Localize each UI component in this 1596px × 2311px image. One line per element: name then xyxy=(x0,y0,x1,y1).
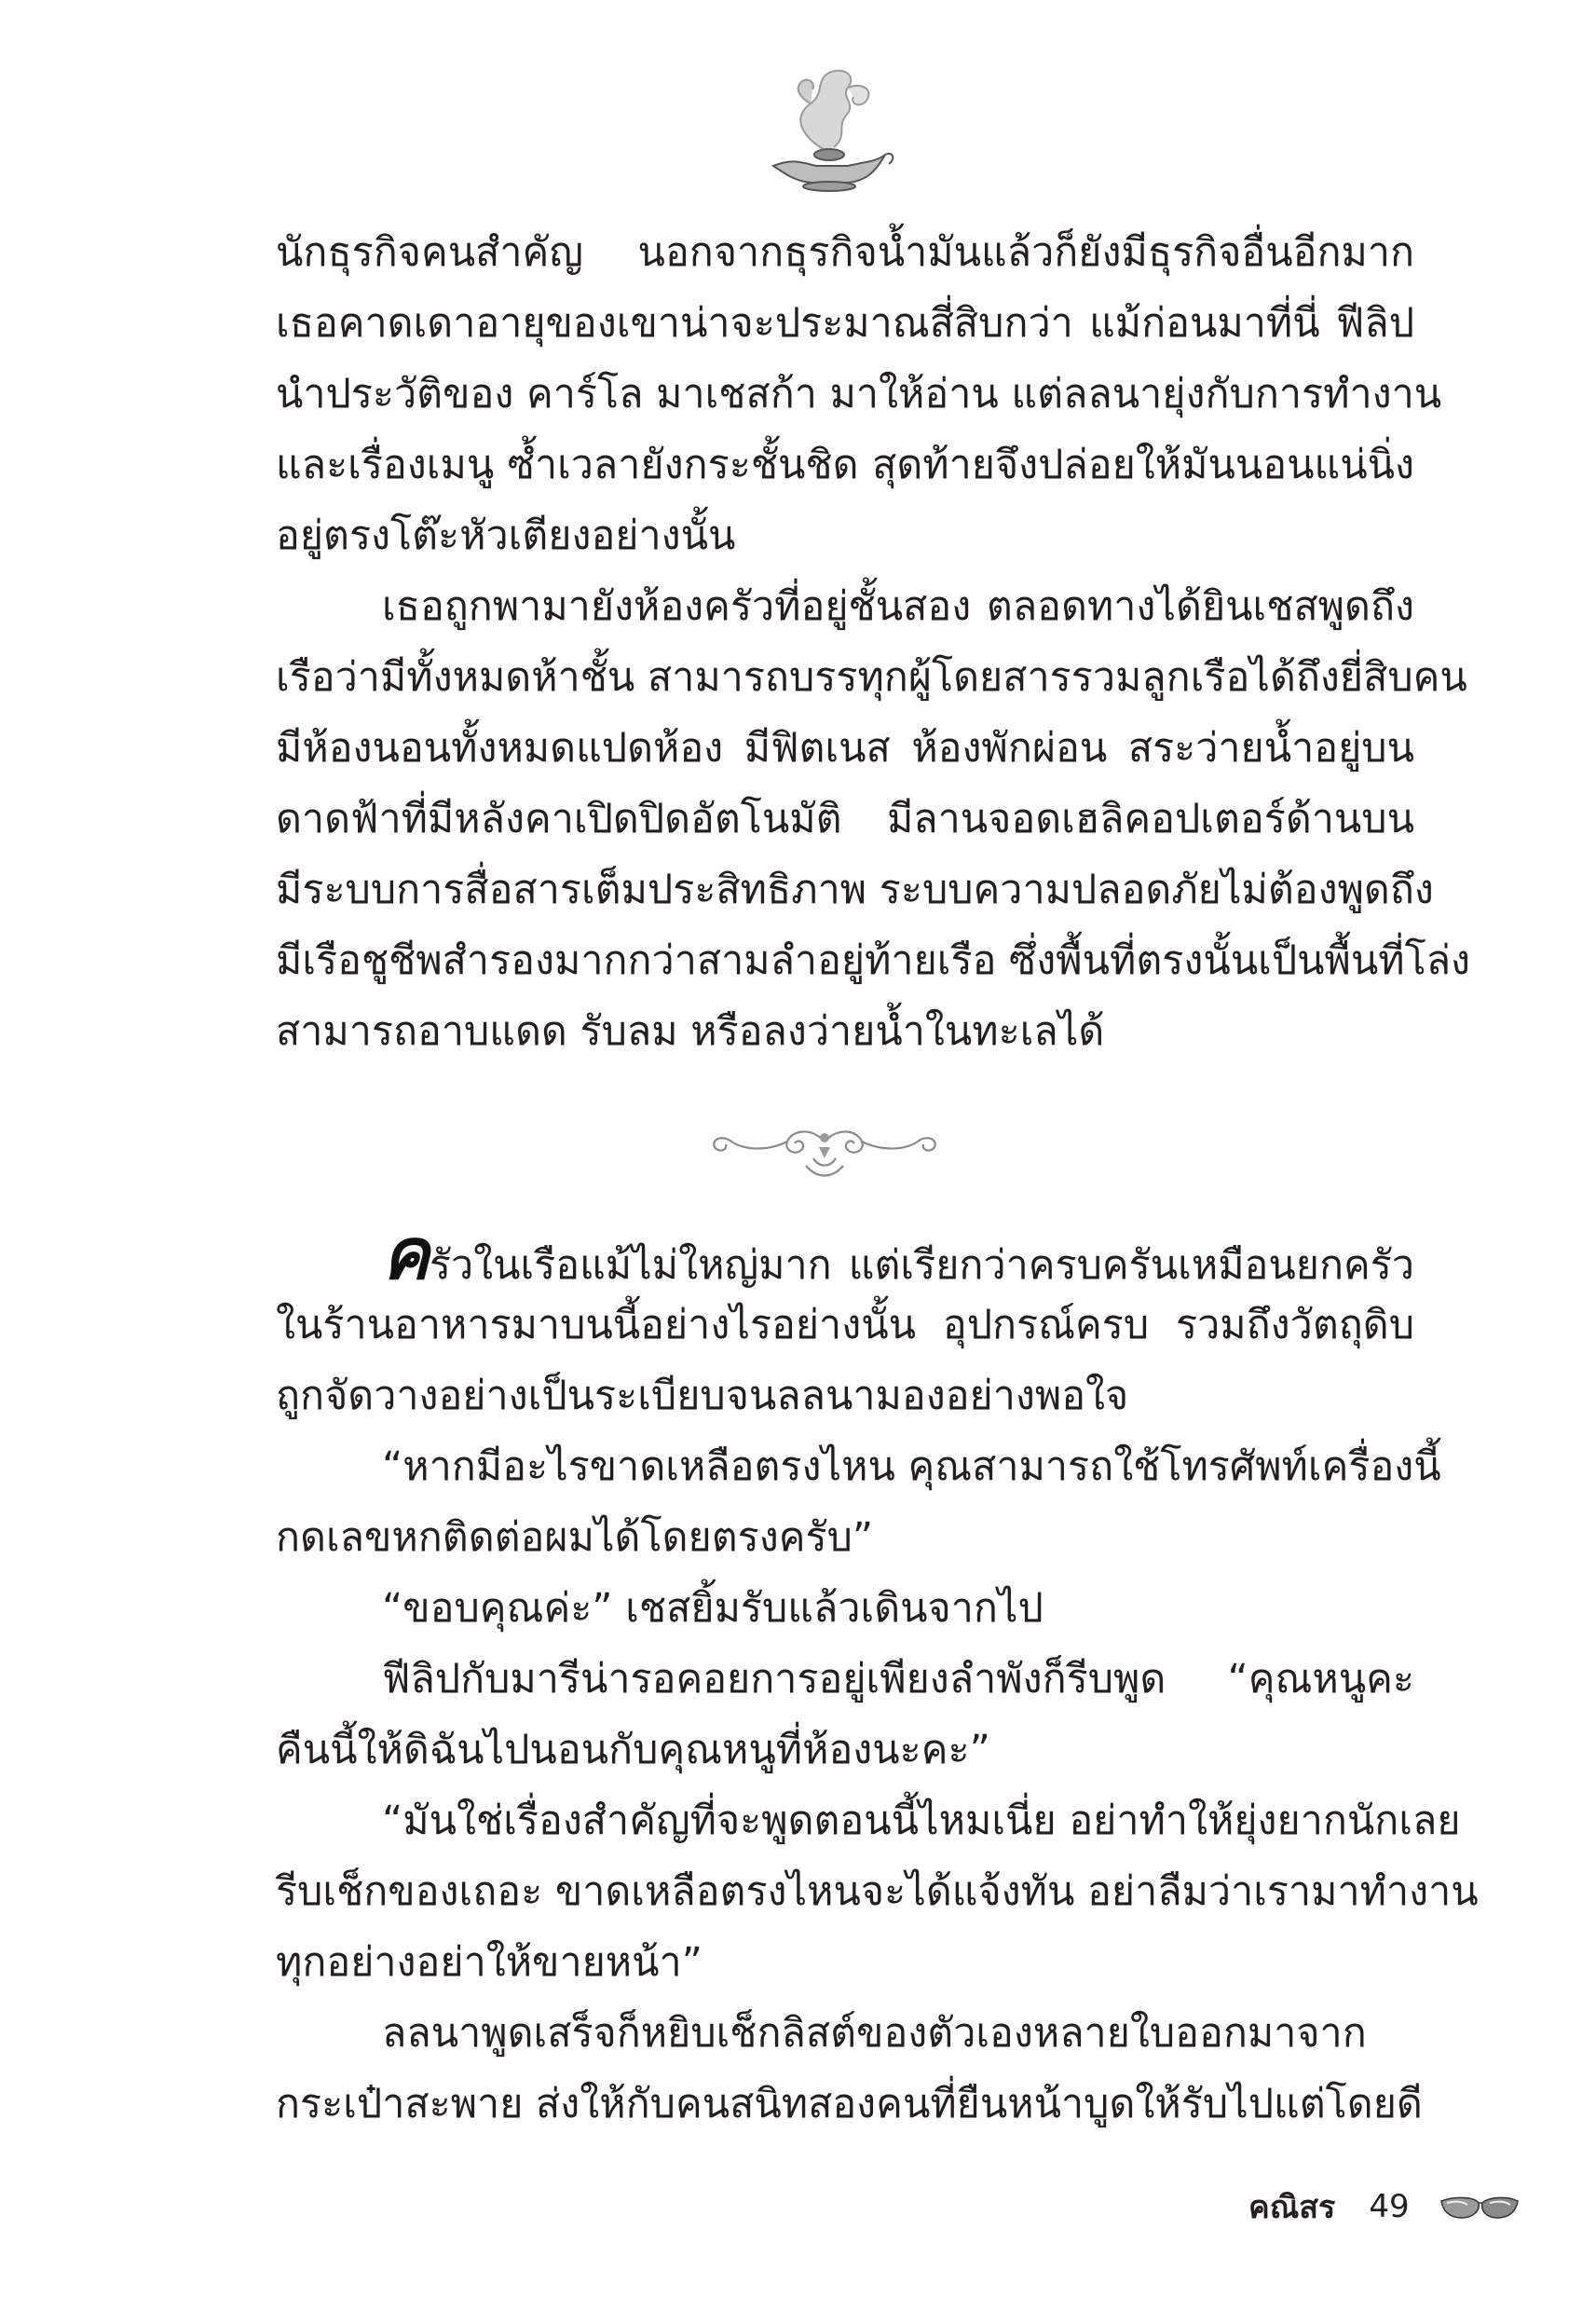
paragraph xyxy=(276,217,1442,571)
text-line: ทุกอย่างอย่าให้ขายหน้า” xyxy=(276,1939,703,1986)
text-line: ในร้านอาหารมาบนนี้อย่างไรอย่างนั้น อุปกรณ์ครบ รวมถึงวัตถุดิบ xyxy=(276,1302,1414,1348)
text-line: มีเรือชูชีพสำรองมากกว่าสามลำอยู่ท้ายเรือ ซึ่งพื้นที่ตรงนั้นเป็นพื้นที่โล่ง xyxy=(276,937,1471,984)
paragraph xyxy=(276,571,1471,1067)
page-footer xyxy=(1248,2179,1521,2235)
genie-lamp-icon xyxy=(736,62,904,201)
paragraph xyxy=(276,1785,1479,1998)
text-line: รีบเช็กของเถอะ ขาดเหลือตรงไหนจะได้แจ้งทัน อย่าลืมว่าเรามาทำงาน xyxy=(276,1868,1479,1915)
flourish-divider-icon xyxy=(703,1114,946,1188)
drop-cap-letter: ค xyxy=(382,1212,430,1295)
text-line: ลลนาพูดเสร็จก็หยิบเช็กลิสต์ของตัวเองหลายใบออกมาจาก xyxy=(382,2010,1367,2057)
text-line: “ขอบคุณค่ะ” เชสยิ้มรับแล้วเดินจากไป xyxy=(382,1585,1044,1632)
text-line: “หากมีอะไรขาดเหลือตรงไหน คุณสามารถใช้โทรศัพท์เครื่องนี้ xyxy=(382,1443,1441,1490)
text-line: นักธุรกิจคนสำคัญ นอกจากธุรกิจน้ำมันแล้วก็ยังมีธุรกิจอื่นอีกมาก xyxy=(276,229,1414,276)
text-line: อยู่ตรงโต๊ะหัวเตียงอย่างนั้น xyxy=(276,513,736,559)
body-text-bottom xyxy=(276,1212,1479,2140)
text-line: เธอคาดเดาอายุของเขาน่าจะประมาณสี่สิบกว่า แม้ก่อนมาที่นี่ ฟีลิป xyxy=(276,300,1414,347)
page-number: 49 xyxy=(1369,2188,1410,2225)
text-line: ถูกจัดวางอย่างเป็นระเบียบจนลลนามองอย่างพอใจ xyxy=(276,1373,1129,1419)
text-line: “มันใช่เรื่องสำคัญที่จะพูดตอนนี้ไหมเนี่ย อย่าทำให้ยุ่งยากนักเลย xyxy=(382,1798,1461,1844)
text-line: มีห้องนอนทั้งหมดแปดห้อง มีฟิตเนส ห้องพักผ่อน สระว่ายน้ำอยู่บน xyxy=(276,725,1414,772)
text-line: เธอถูกพามายังห้องครัวที่อยู่ชั้นสอง ตลอดทางได้ยินเชสพูดถึง xyxy=(382,583,1414,630)
text-line: กดเลขหกติดต่อผมได้โดยตรงครับ” xyxy=(276,1514,874,1561)
paragraph xyxy=(276,1644,1414,1785)
drop-cap-line-text: รัวในเรือแม้ไม่ใหญ่มาก แต่เรียกว่าครบครันเหมือนยกครัว xyxy=(429,1242,1414,1289)
text-line: ดาดฟ้าที่มีหลังคาเปิดปิดอัตโนมัติ มีลานจอดเฮลิคอปเตอร์ด้านบน xyxy=(276,796,1414,842)
text-line: เรือว่ามีทั้งหมดห้าชั้น สามารถบรรทุกผู้โดยสารรวมลูกเรือได้ถึงยี่สิบคน xyxy=(276,654,1467,701)
text-line: คืนนี้ให้ดิฉันไปนอนกับคุณหนูที่ห้องนะคะ” xyxy=(276,1727,990,1773)
body-text-top xyxy=(276,217,1471,1067)
text-line: และเรื่องเมนู ซ้ำเวลายังกระชั้นชิด สุดท้ายจึงปล่อยให้มันนอนแน่นิ่ง xyxy=(276,442,1414,488)
text-line: กระเป๋าสะพาย ส่งให้กับคนสนิทสองคนที่ยืนหน้าบูดให้รับไปแต่โดยดี xyxy=(276,2081,1423,2127)
text-line: ฟีลิปกับมารีน่ารอคอยการอยู่เพียงลำพังก็รีบพูด “คุณหนูคะ xyxy=(382,1656,1414,1702)
paragraph xyxy=(276,1212,1414,1431)
text-line: มีระบบการสื่อสารเต็มประสิทธิภาพ ระบบความปลอดภัยไม่ต้องพูดถึง xyxy=(276,867,1434,913)
text-line xyxy=(276,1212,1414,1295)
paragraph xyxy=(276,1998,1423,2140)
paragraph xyxy=(276,1573,1414,1644)
sunglasses-icon xyxy=(1438,2188,1521,2225)
text-line: นำประวัติของ คาร์โล มาเชสก้า มาให้อ่าน แต่ลลนายุ่งกับการทำงาน xyxy=(276,371,1442,417)
book-title: คณิสร xyxy=(1248,2189,1336,2226)
paragraph xyxy=(276,1431,1441,1573)
text-line: สามารถอาบแดด รับลม หรือลงว่ายน้ำในทะเลได้ xyxy=(276,1008,1105,1055)
